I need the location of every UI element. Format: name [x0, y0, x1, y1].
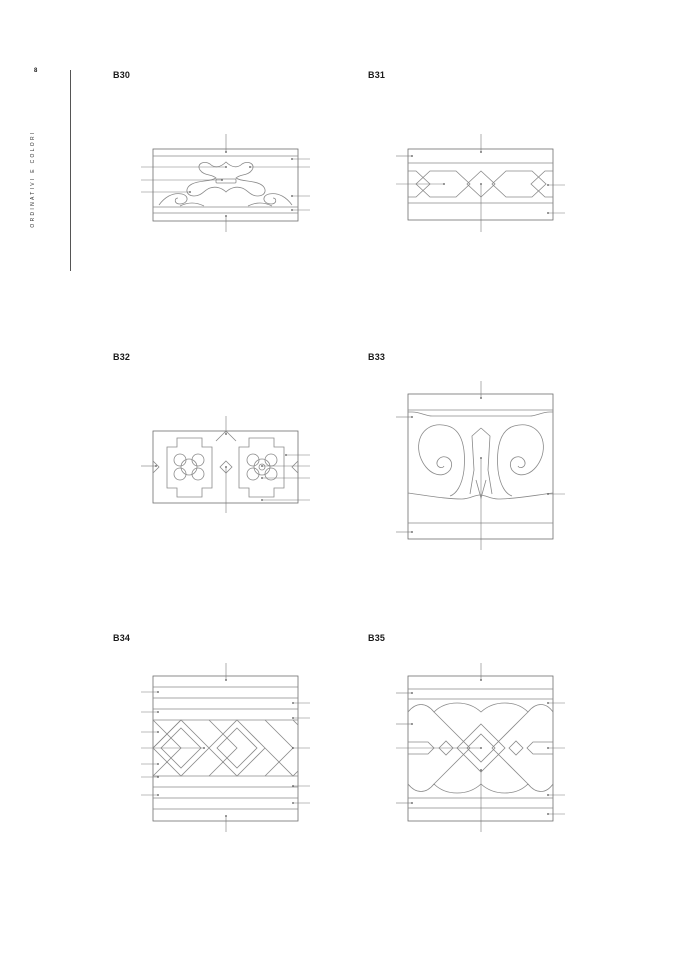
section-title: ORDINATIVI E COLORI: [30, 130, 36, 228]
tile-drawing-b34: [141, 663, 310, 832]
tile-title-b34: B34: [113, 633, 131, 643]
tile-drawing-b31: [396, 134, 565, 232]
tile-title-b31: B31: [368, 70, 386, 80]
page-number: 8: [34, 68, 38, 74]
tile-drawing-b30: [141, 134, 310, 232]
tile-drawing-b32: [141, 416, 310, 513]
tile-title-b35: B35: [368, 633, 386, 643]
tile-title-b30: B30: [113, 70, 131, 80]
tile-drawing-b33: [396, 381, 565, 550]
tile-title-b32: B32: [113, 352, 131, 362]
tile-drawing-b35: [396, 663, 565, 832]
tile-title-b33: B33: [368, 352, 386, 362]
